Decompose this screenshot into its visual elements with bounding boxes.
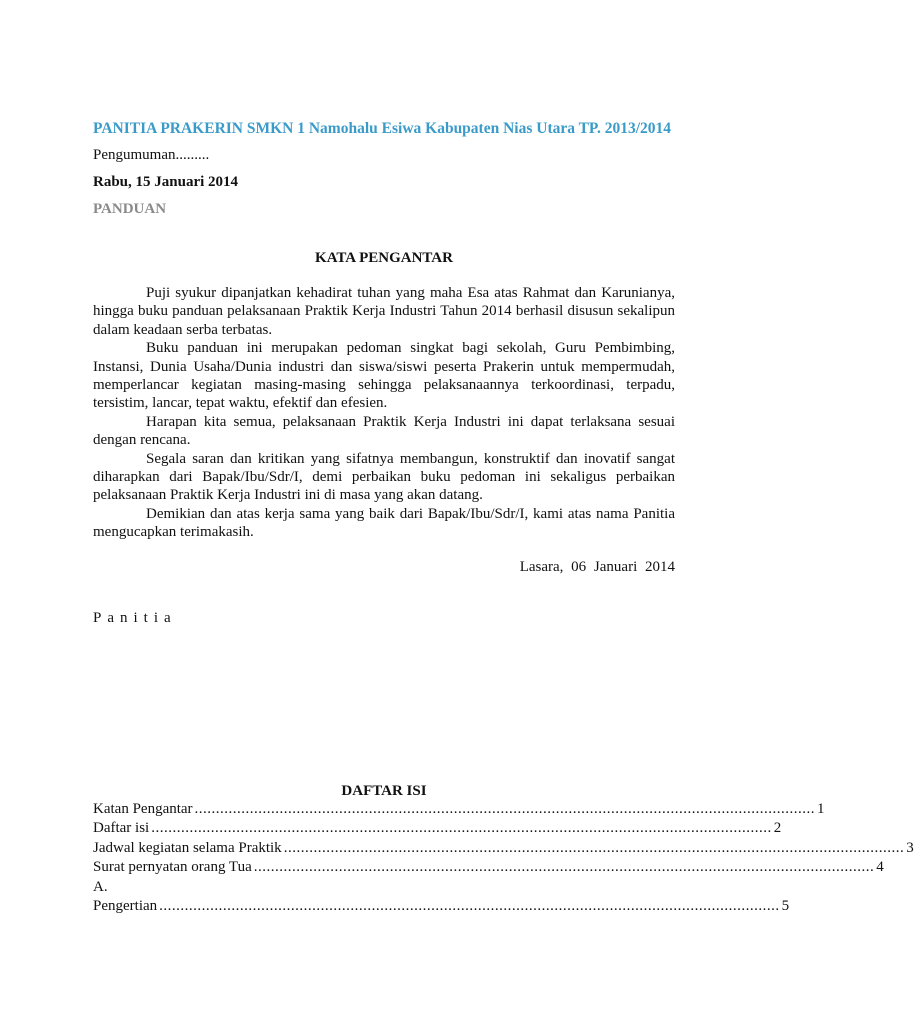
announcement-text: Pengumuman.........	[93, 147, 210, 163]
toc-page-number: 5	[781, 898, 790, 914]
toc-label: A.	[93, 879, 108, 895]
toc-label: Surat pernyatan orang Tua	[93, 859, 252, 875]
toc-row	[93, 840, 914, 857]
committee-title: PANITIA PRAKERIN SMKN 1 Namohalu Esiwa Kabupaten Nias Utara TP. 2013/2014	[93, 120, 672, 137]
foreword-paragraph: Demikian dan atas kerja sama yang baik dari Bapak/Ibu/Sdr/I, kami atas nama Panitia mengucapkan terimakasih.	[93, 505, 675, 541]
panduan-label: PANDUAN	[93, 201, 167, 217]
toc-page-number: 3	[906, 840, 914, 856]
toc-page-number: 2	[773, 820, 782, 836]
toc-leader: ..................................................................................................................................................	[283, 840, 905, 856]
foreword-paragraph: Buku panduan ini merupakan pedoman singkat bagi sekolah, Guru Pembimbing, Instansi, Dunia Usaha/Dunia industri dan siswa/siswi peserta Prakerin untuk mempermudah, memperlancar kegiatan masing-masing sehingga pelaksanaannya terkoordinasi, terpadu, tersistim, lancar, tepat waktu, efektif dan efesien.	[93, 340, 675, 412]
foreword-title: KATA PENGANTAR	[315, 250, 453, 266]
toc-row	[93, 801, 825, 818]
toc-label: Daftar isi	[93, 820, 150, 836]
toc-leader: ..................................................................................................................................................	[159, 898, 780, 914]
foreword-body	[93, 284, 675, 542]
toc-row	[93, 820, 782, 837]
place-date: Lasara, 06 Januari 2014	[519, 559, 675, 575]
signature-panitia: Panitia	[93, 610, 177, 626]
toc-title: DAFTAR ISI	[341, 783, 427, 799]
foreword-paragraph: Harapan kita semua, pelaksanaan Praktik Kerja Industri ini dapat terlaksana sesuai dengan rencana.	[93, 413, 675, 449]
toc-label: Katan Pengantar	[93, 801, 193, 817]
toc-row	[93, 898, 790, 915]
foreword-paragraph: Segala saran dan kritikan yang sifatnya membangun, konstruktif dan inovatif sangat diharapkan dari Bapak/Ibu/Sdr/I, demi perbaikan buku pedoman ini sekaligus perbaikan pelaksanaan Praktik Kerja Industri ini di masa yang akan datang.	[93, 450, 675, 504]
toc-leader: ..................................................................................................................................................	[253, 859, 875, 875]
toc-row	[93, 879, 108, 896]
toc-page-number: 1	[817, 801, 825, 817]
announcement-date: Rabu, 15 Januari 2014	[93, 174, 239, 190]
toc-leader: ..................................................................................................................................................	[194, 801, 816, 817]
toc-label: Pengertian	[93, 898, 158, 914]
toc-label: Jadwal kegiatan selama Praktik	[93, 840, 282, 856]
toc-row	[93, 859, 884, 876]
foreword-paragraph: Puji syukur dipanjatkan kehadirat tuhan yang maha Esa atas Rahmat dan Karunianya, hingga buku panduan pelaksanaan Praktik Kerja Industri Tahun 2014 berhasil disusun sekalipun dalam keadaan serba terbatas.	[93, 285, 675, 338]
toc-page-number: 4	[876, 859, 884, 875]
toc-leader: ..................................................................................................................................................	[151, 820, 772, 836]
